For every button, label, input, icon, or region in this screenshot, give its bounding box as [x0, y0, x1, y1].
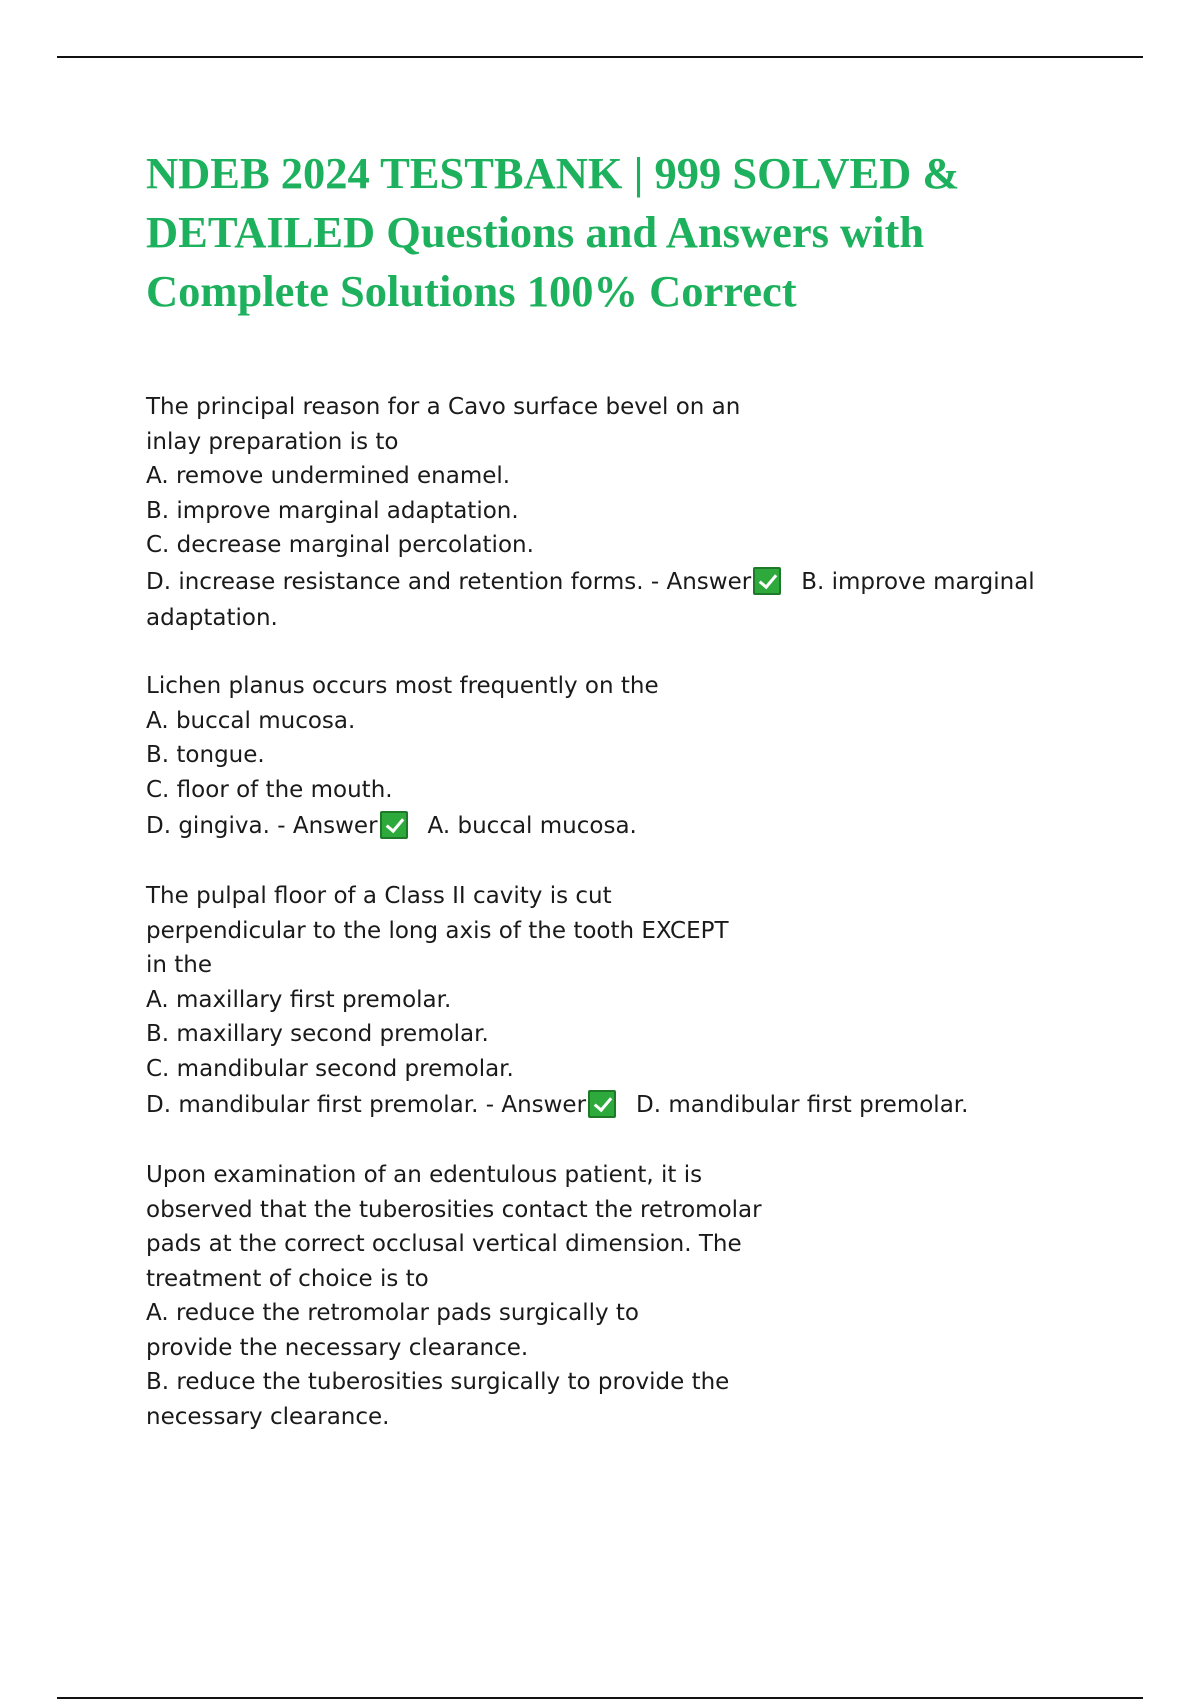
- correct-answer: A. buccal mucosa.: [427, 813, 637, 839]
- correct-answer: D. mandibular first premolar.: [636, 1092, 969, 1118]
- question-stem: inlay preparation is to: [146, 428, 399, 455]
- option-a: A. maxillary first premolar.: [146, 986, 452, 1013]
- question-4: [146, 1158, 1106, 1434]
- option-c: C. decrease marginal percolation.: [146, 532, 534, 558]
- answer-label: - Answer: [485, 1092, 587, 1118]
- question-stem: treatment of choice is to: [146, 1265, 429, 1292]
- question-3: [146, 879, 1106, 1124]
- option-c: C. floor of the mouth.: [146, 776, 393, 803]
- question-stem: perpendicular to the long axis of the tooth EXCEPT: [146, 917, 729, 944]
- question-stem: in the: [146, 952, 213, 978]
- correct-answer-continued: adaptation.: [146, 604, 278, 631]
- question-stem: observed that the tuberosities contact the retromolar: [146, 1196, 762, 1223]
- option-a: A. reduce the retromolar pads surgically to: [146, 1300, 639, 1326]
- correct-answer: B. improve marginal: [801, 568, 1035, 595]
- document-title: [146, 144, 1086, 321]
- option-d-with-answer: [146, 1086, 1106, 1124]
- option-b: B. tongue.: [146, 742, 265, 768]
- title-line: NDEB 2024 TESTBANK | 999 SOLVED &: [146, 148, 960, 198]
- checkmark-icon: [380, 811, 408, 839]
- option-a: A. remove undermined enamel.: [146, 463, 511, 489]
- question-list: [146, 390, 1106, 1468]
- footer-rule: [57, 1697, 1143, 1699]
- header-rule: [57, 56, 1143, 58]
- option-d: D. mandibular first premolar.: [146, 1092, 479, 1118]
- option-d: D. gingiva.: [146, 813, 270, 839]
- option-b-continued: necessary clearance.: [146, 1403, 390, 1430]
- answer-label: - Answer: [650, 568, 752, 595]
- checkmark-icon: [588, 1090, 616, 1118]
- option-d: D. increase resistance and retention forms.: [146, 568, 644, 595]
- question-stem: The pulpal floor of a Class II cavity is cut: [146, 883, 612, 909]
- question-2: [146, 669, 1106, 845]
- option-a-continued: provide the necessary clearance.: [146, 1334, 529, 1361]
- title-line: DETAILED Questions and Answers with: [146, 207, 925, 257]
- option-c: C. mandibular second premolar.: [146, 1055, 514, 1082]
- title-line: Complete Solutions 100% Correct: [146, 266, 797, 316]
- option-d-with-answer: [146, 807, 1106, 845]
- answer-label: - Answer: [277, 813, 378, 839]
- option-d-with-answer: [146, 563, 1106, 601]
- option-b: B. improve marginal adaptation.: [146, 497, 519, 524]
- question-stem: Lichen planus occurs most frequently on the: [146, 673, 659, 699]
- option-b: B. reduce the tuberosities surgically to provide the: [146, 1369, 730, 1395]
- question-stem: pads at the correct occlusal vertical dimension. The: [146, 1231, 742, 1257]
- question-stem: The principal reason for a Cavo surface bevel on an: [146, 394, 741, 420]
- checkmark-icon: [753, 567, 781, 595]
- question-1: [146, 390, 1106, 635]
- question-stem: Upon examination of an edentulous patient, it is: [146, 1162, 703, 1188]
- option-a: A. buccal mucosa.: [146, 707, 356, 734]
- option-b: B. maxillary second premolar.: [146, 1021, 489, 1047]
